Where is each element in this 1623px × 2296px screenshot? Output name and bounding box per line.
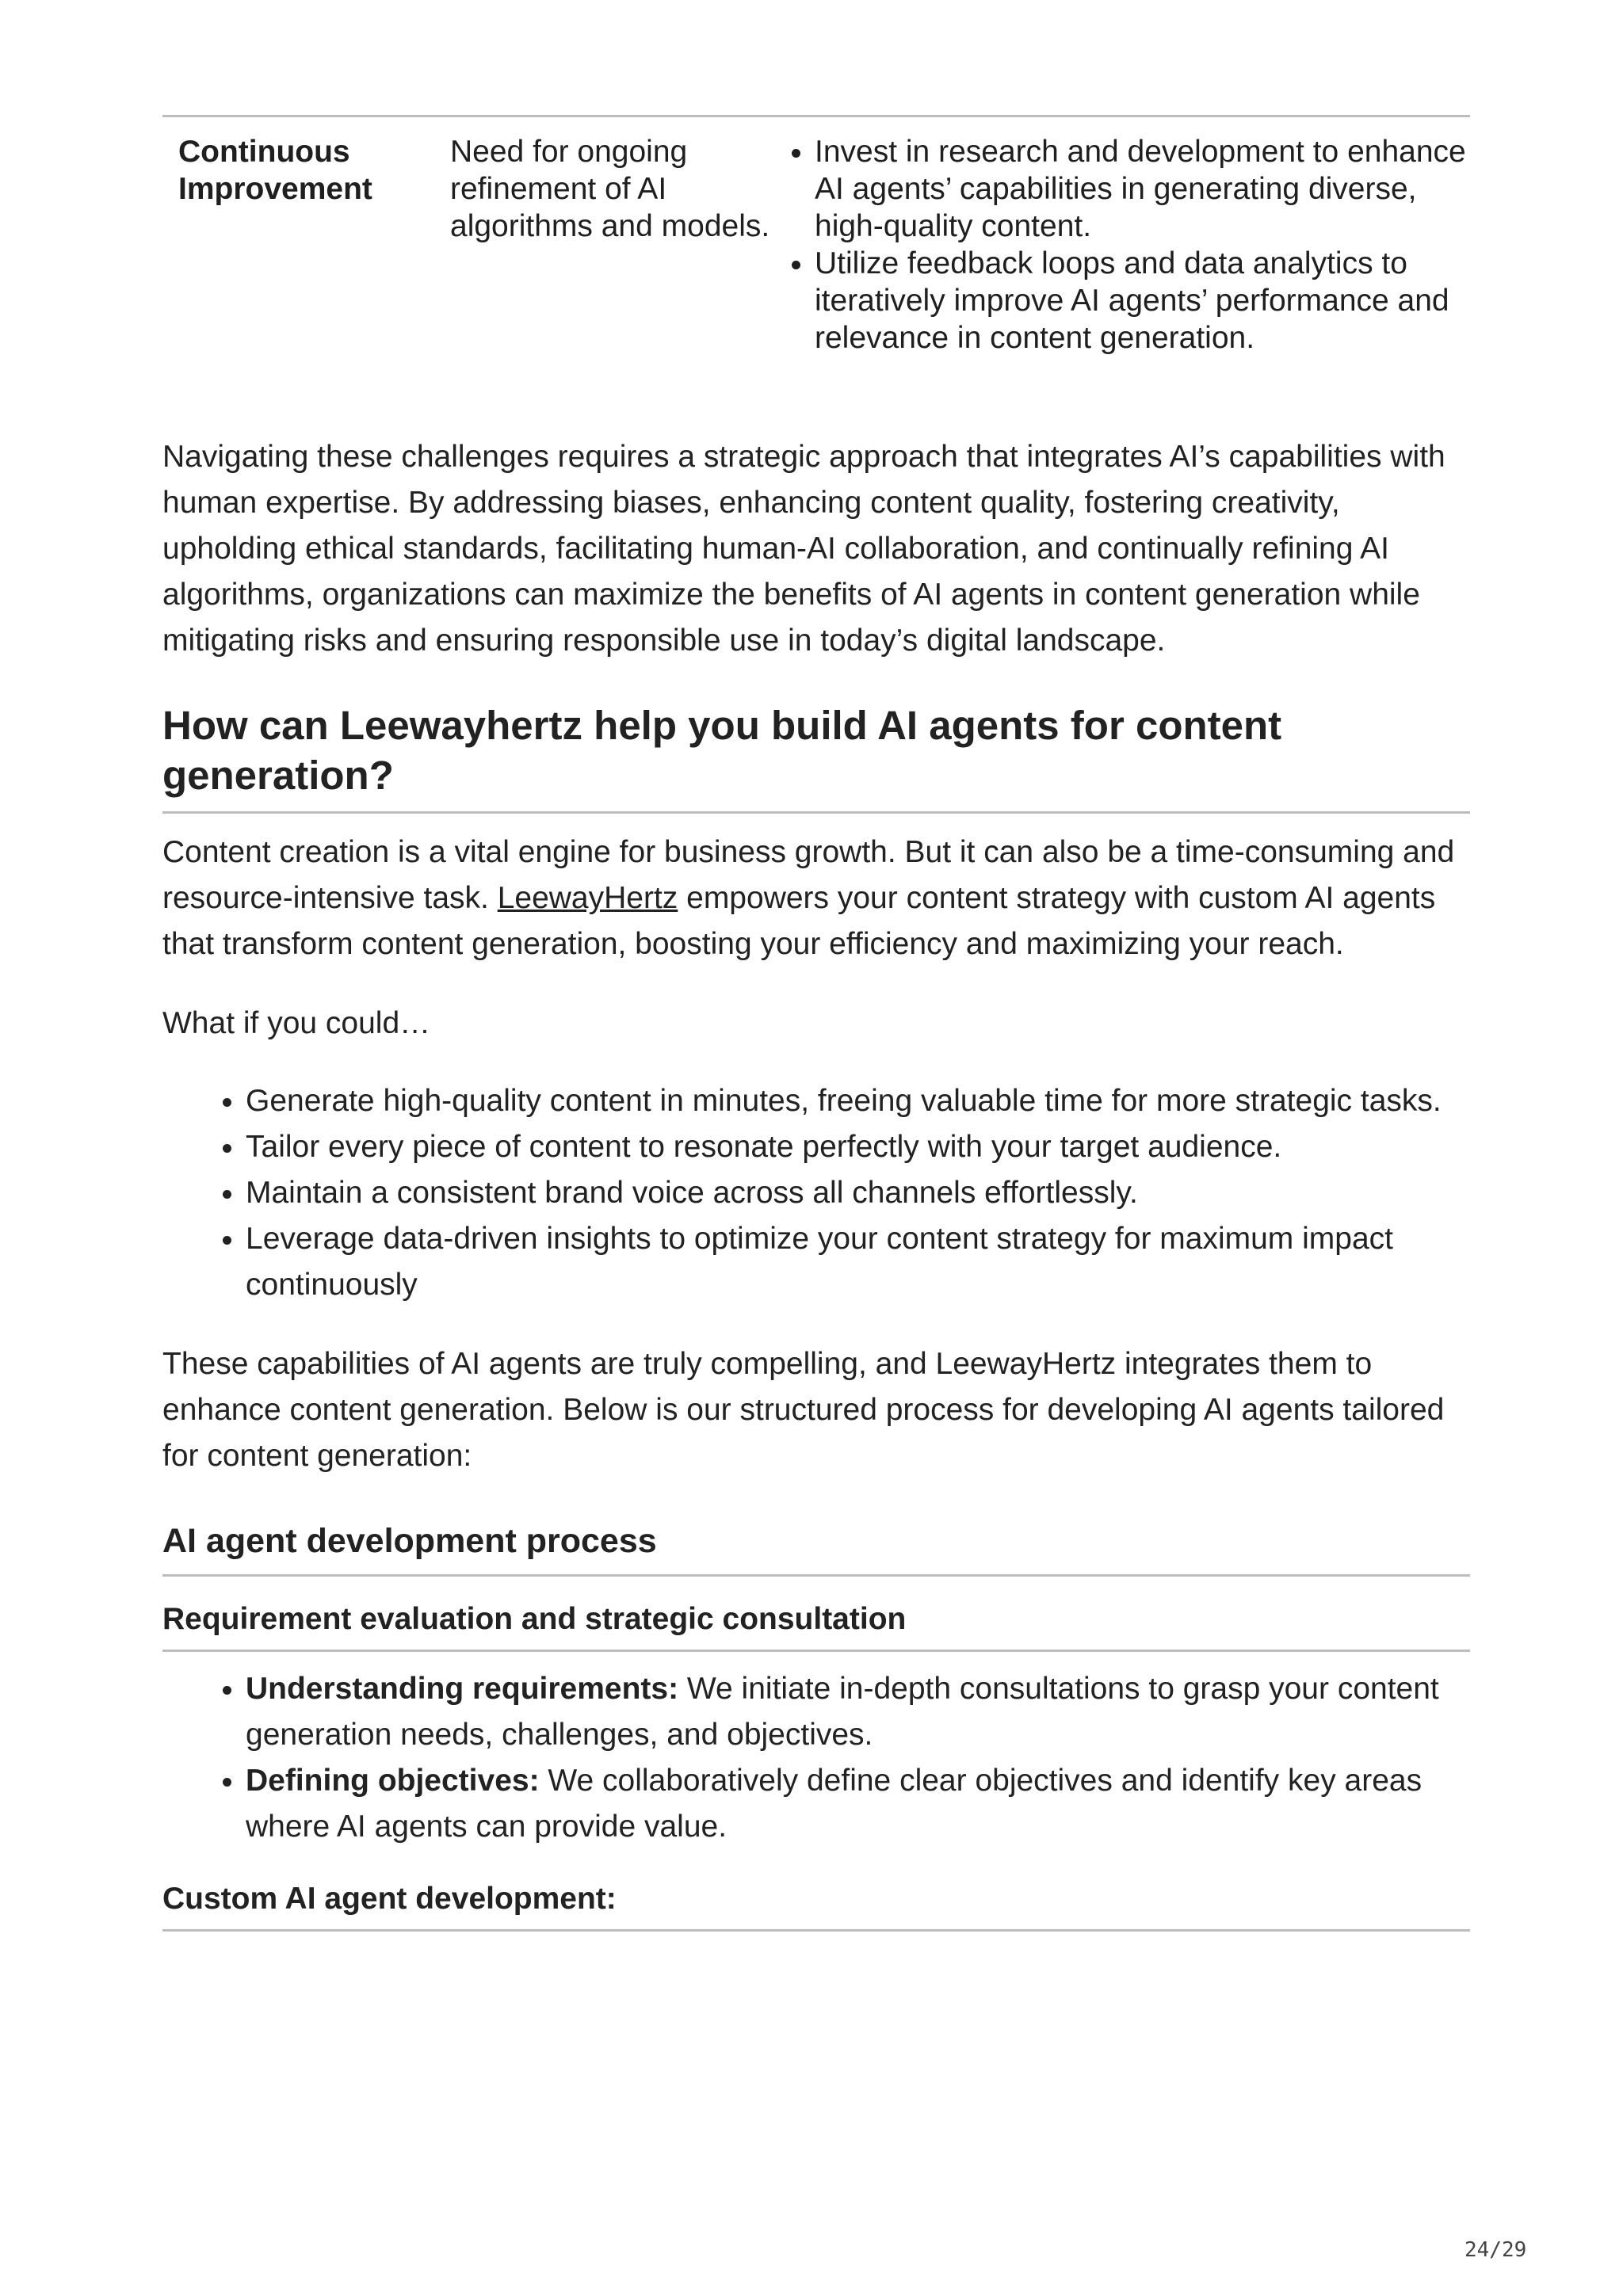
challenge-cell: Continuous Improvement [178,135,372,206]
list-item: • Leverage data-driven insights to optimize your content strategy for maximum impact continuously [246,1216,1470,1308]
what-if-paragraph: What if you could… [162,1006,431,1040]
table-top-rule [162,115,1470,117]
page-number: 24/29 [1465,2238,1527,2262]
table-row [162,133,1470,357]
intro-text-continued: empowers your content strategy with custom AI agents that transform content generation, boosting your efficiency and maximizing your reach. [162,881,1436,961]
document-page [162,115,1470,1932]
list-item: • Generate high-quality content in minutes, freeing valuable time for more strategic tasks. [246,1078,1470,1124]
list-item [246,1666,1470,1758]
section-heading: How can Leewayhertz help you build AI agents for content generation? [162,700,1470,814]
solutions-cell [771,133,1470,357]
challenges-table [162,133,1470,357]
item-term: Understanding requirements: [246,1672,679,1706]
process-heading: AI agent development process [162,1519,1470,1577]
item-text: We initiate in-depth consultations to grasp your content generation needs, challenges, and objectives. [246,1672,1439,1752]
solutions-list [771,133,1470,357]
benefits-list [162,1078,1470,1308]
intro-paragraph [162,830,1470,967]
step-heading: Requirement evaluation and strategic consultation [162,1600,1470,1652]
step-list [162,1666,1470,1850]
item-term: Defining objectives: [246,1764,540,1798]
leewayhertz-link[interactable]: LeewayHertz [497,881,678,915]
closing-paragraph: These capabilities of AI agents are truly compelling, and LeewayHertz integrates them to enhance content generation. Below is our structured process for developing AI agents tailored for content generation: [162,1347,1445,1473]
list-item: • Maintain a consistent brand voice across all channels effortlessly. [246,1170,1470,1216]
solution-item: • Invest in research and development to enhance AI agents’ capabilities in generating diverse, high-quality content. [815,133,1470,245]
summary-paragraph: Navigating these challenges requires a strategic approach that integrates AI’s capabilities with human expertise. By addressing biases, enhancing content quality, fostering creativity, upholding ethical standards, facilitating human-AI collaboration, and continually refining AI algorithms, organizations can maximize the benefits of AI agents in content generation while mitigating risks and ensuring responsible use in today’s digital landscape. [162,440,1445,658]
list-item: • Tailor every piece of content to resonate perfectly with your target audience. [246,1124,1470,1170]
solution-item: • Utilize feedback loops and data analytics to iteratively improve AI agents’ performance and relevance in content generation. [815,245,1470,357]
list-item [246,1758,1470,1850]
description-cell: Need for ongoing refinement of AI algorithms and models. [450,135,770,243]
step-heading: Custom AI agent development: [162,1880,1470,1932]
intro-text: Content creation is a vital engine for business growth. But it can also be a time-consuming and resource-intensive task. [162,835,1455,915]
item-text: We collaboratively define clear objectives and identify key areas where AI agents can provide value. [246,1764,1423,1844]
